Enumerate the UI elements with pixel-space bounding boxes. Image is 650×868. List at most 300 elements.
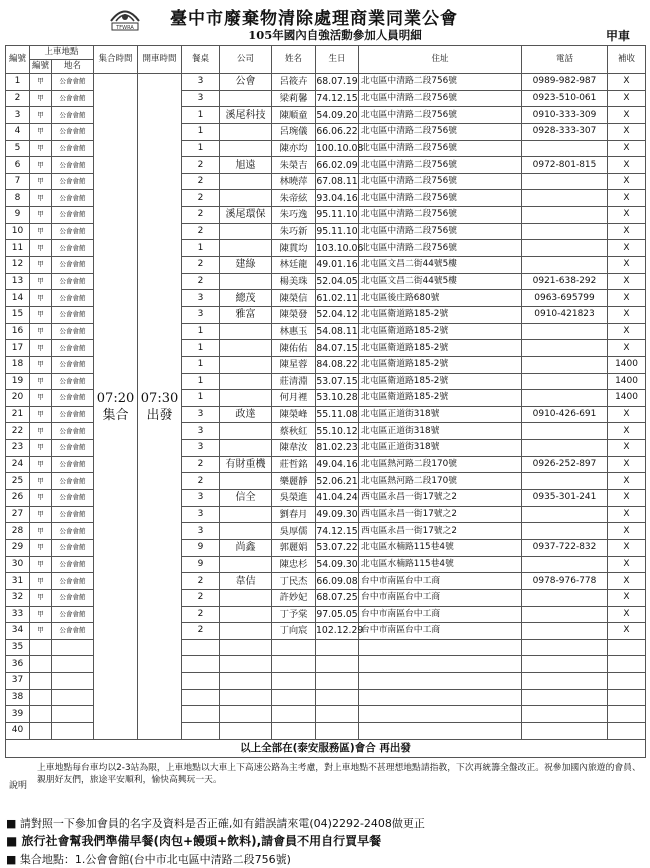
cell-name: 陳佑佑 — [272, 340, 316, 357]
cell-company — [220, 173, 272, 190]
cell-boarding-place: 公會會館 — [52, 406, 94, 423]
cell-boarding-place: 公會會館 — [52, 190, 94, 207]
col-boarding-place: 地名 — [52, 60, 94, 74]
cell-boarding-place: 公會會館 — [52, 490, 94, 507]
cell-no: 22 — [6, 423, 30, 440]
cell-name: 蔡秋紅 — [272, 423, 316, 440]
cell-address: 北屯區中清路二段756號 — [359, 140, 522, 157]
cell-meal: 2 — [182, 473, 220, 490]
cell-no: 2 — [6, 90, 30, 107]
cell-meal: 2 — [182, 173, 220, 190]
cell-company — [220, 689, 272, 706]
cell-meal: 3 — [182, 306, 220, 323]
cell-name — [272, 656, 316, 673]
cell-no: 7 — [6, 173, 30, 190]
cell-dob — [316, 639, 359, 656]
cell-boarding-place: 公會會館 — [52, 207, 94, 224]
cell-name: 楊美珠 — [272, 273, 316, 290]
cell-boarding-code — [30, 639, 52, 656]
cell-insurance: X — [608, 589, 646, 606]
cell-no: 15 — [6, 306, 30, 323]
cell-meal — [182, 639, 220, 656]
cell-name: 林惠玉 — [272, 323, 316, 340]
cell-company — [220, 639, 272, 656]
cell-boarding-place: 公會會館 — [52, 456, 94, 473]
cell-dob: 53.07.15 — [316, 373, 359, 390]
cell-dob: 81.02.23 — [316, 440, 359, 457]
cell-dob — [316, 673, 359, 690]
cell-no: 30 — [6, 556, 30, 573]
cell-meal: 3 — [182, 290, 220, 307]
cell-no: 12 — [6, 257, 30, 274]
cell-boarding-place: 公會會館 — [52, 257, 94, 274]
cell-company — [220, 223, 272, 240]
cell-no: 26 — [6, 490, 30, 507]
cell-name: 何月裡 — [272, 390, 316, 407]
depart-time-cell — [138, 74, 182, 740]
cell-dob: 66.02.09 — [316, 157, 359, 174]
cell-dob — [316, 656, 359, 673]
cell-boarding-code: 甲 — [30, 556, 52, 573]
cell-meal: 2 — [182, 190, 220, 207]
cell-company — [220, 356, 272, 373]
cell-meal: 3 — [182, 440, 220, 457]
cell-name: 莊哲銘 — [272, 456, 316, 473]
cell-name: 樂麗靜 — [272, 473, 316, 490]
cell-insurance: X — [608, 140, 646, 157]
cell-company: 公會 — [220, 74, 272, 91]
cell-boarding-code: 甲 — [30, 173, 52, 190]
cell-boarding-code: 甲 — [30, 290, 52, 307]
cell-meal: 2 — [182, 606, 220, 623]
cell-boarding-code — [30, 656, 52, 673]
cell-company: 政達 — [220, 406, 272, 423]
cell-meal: 1 — [182, 373, 220, 390]
cell-company — [220, 589, 272, 606]
cell-no: 6 — [6, 157, 30, 174]
cell-meal: 1 — [182, 356, 220, 373]
cell-dob: 55.11.08 — [316, 406, 359, 423]
cell-dob: 67.08.11 — [316, 173, 359, 190]
cell-meal: 1 — [182, 123, 220, 140]
cell-company — [220, 323, 272, 340]
cell-company: 建綠 — [220, 257, 272, 274]
cell-company: 旭遠 — [220, 157, 272, 174]
cell-name: 陳亦均 — [272, 140, 316, 157]
cell-boarding-code: 甲 — [30, 273, 52, 290]
cell-boarding-code: 甲 — [30, 573, 52, 590]
cell-address: 北屯區中清路二段756號 — [359, 123, 522, 140]
cell-phone — [522, 190, 608, 207]
table-footer: 以上全部在(泰安服務區)會合 再出發 — [6, 740, 646, 758]
cell-boarding-code: 甲 — [30, 323, 52, 340]
cell-name: 朱巧逸 — [272, 207, 316, 224]
cell-boarding-code: 甲 — [30, 589, 52, 606]
cell-insurance: X — [608, 539, 646, 556]
col-meal: 餐桌 — [182, 46, 220, 74]
cell-boarding-code: 甲 — [30, 140, 52, 157]
cell-meal: 2 — [182, 257, 220, 274]
cell-boarding-place: 公會會館 — [52, 589, 94, 606]
cell-company — [220, 390, 272, 407]
cell-no: 24 — [6, 456, 30, 473]
col-gather-time: 集合時間 — [94, 46, 138, 74]
col-dob: 生日 — [316, 46, 359, 74]
cell-dob: 68.07.19 — [316, 74, 359, 91]
cell-insurance: X — [608, 490, 646, 507]
cell-address: 北屯區正道街318號 — [359, 406, 522, 423]
cell-boarding-code: 甲 — [30, 207, 52, 224]
logo-text: TFWRA — [116, 25, 134, 31]
cell-phone: 0921-638-292 — [522, 273, 608, 290]
cell-insurance: X — [608, 623, 646, 640]
breakfast-line: ■ 旅行社會幫我們準備早餐(肉包+饅頭+飲料),請會員不用自行買早餐 — [6, 834, 382, 848]
cell-dob: 53.10.28 — [316, 390, 359, 407]
cell-no: 39 — [6, 706, 30, 723]
cell-phone — [522, 523, 608, 540]
notes-text: 上車地點每台車均以2-3站為限，上車地點以大車上下高速公路為主考慮，對上車地點不甚理想地點請指教，下次再統籌全盤改正。祝參加國內旅遊的會員、親朋好友們，旅途平安順利，愉快高興玩一天。 — [37, 763, 641, 785]
cell-boarding-place — [52, 656, 94, 673]
cell-insurance: 1400 — [608, 373, 646, 390]
cell-boarding-code: 甲 — [30, 523, 52, 540]
cell-boarding-code — [30, 689, 52, 706]
cell-company — [220, 473, 272, 490]
cell-phone — [522, 356, 608, 373]
cell-no: 10 — [6, 223, 30, 240]
cell-address: 北屯區衛道路185-2號 — [359, 390, 522, 407]
cell-no: 25 — [6, 473, 30, 490]
cell-dob — [316, 722, 359, 739]
cell-phone: 0935-301-241 — [522, 490, 608, 507]
cell-no: 4 — [6, 123, 30, 140]
col-insurance: 補收 — [608, 46, 646, 74]
cell-name: 陳忠杉 — [272, 556, 316, 573]
cell-meal: 2 — [182, 573, 220, 590]
cell-phone — [522, 423, 608, 440]
cell-boarding-place: 公會會館 — [52, 539, 94, 556]
cell-phone: 0923-510-061 — [522, 90, 608, 107]
cell-boarding-code: 甲 — [30, 456, 52, 473]
cell-phone — [522, 556, 608, 573]
cell-dob: 54.09.30 — [316, 556, 359, 573]
cell-name: 莊清淵 — [272, 373, 316, 390]
cell-phone: 0910-333-309 — [522, 107, 608, 124]
cell-boarding-code: 甲 — [30, 223, 52, 240]
cell-dob: 103.10.06 — [316, 240, 359, 257]
cell-phone — [522, 623, 608, 640]
cell-address: 北屯區熱河路二段170號 — [359, 473, 522, 490]
cell-company — [220, 656, 272, 673]
cell-boarding-code: 甲 — [30, 157, 52, 174]
cell-address: 北屯區水楠路115巷4號 — [359, 556, 522, 573]
cell-dob — [316, 706, 359, 723]
cell-insurance: X — [608, 223, 646, 240]
cell-name: 林廷龍 — [272, 257, 316, 274]
cell-phone — [522, 606, 608, 623]
cell-name: 呂琬儀 — [272, 123, 316, 140]
cell-no: 28 — [6, 523, 30, 540]
cell-insurance: X — [608, 506, 646, 523]
cell-no: 31 — [6, 573, 30, 590]
cell-company — [220, 722, 272, 739]
cell-phone — [522, 173, 608, 190]
cell-address: 北屯區衛道路185-2號 — [359, 306, 522, 323]
cell-name: 陳貫均 — [272, 240, 316, 257]
col-depart-time: 開車時間 — [138, 46, 182, 74]
cell-address: 台中市南區台中工商 — [359, 589, 522, 606]
cell-insurance: X — [608, 606, 646, 623]
cell-phone — [522, 207, 608, 224]
col-boarding: 上車地點 — [30, 46, 94, 60]
cell-address: 北屯區衛道路185-2號 — [359, 323, 522, 340]
cell-dob: 66.06.22 — [316, 123, 359, 140]
cell-name — [272, 689, 316, 706]
cell-address: 北屯區正道街318號 — [359, 440, 522, 457]
cell-boarding-code: 甲 — [30, 356, 52, 373]
cell-boarding-code: 甲 — [30, 190, 52, 207]
cell-dob: 49.01.16 — [316, 257, 359, 274]
cell-company — [220, 90, 272, 107]
cell-dob: 74.12.15 — [316, 523, 359, 540]
cell-meal: 1 — [182, 140, 220, 157]
cell-boarding-code: 甲 — [30, 539, 52, 556]
table-body — [6, 74, 646, 740]
cell-phone — [522, 373, 608, 390]
cell-boarding-place: 公會會館 — [52, 373, 94, 390]
cell-phone — [522, 689, 608, 706]
cell-insurance: 1400 — [608, 390, 646, 407]
cell-no: 3 — [6, 107, 30, 124]
cell-address: 北屯區中清路二段756號 — [359, 90, 522, 107]
cell-name — [272, 673, 316, 690]
cell-dob: 95.11.10 — [316, 223, 359, 240]
cell-dob: 54.09.20 — [316, 107, 359, 124]
cell-insurance: X — [608, 190, 646, 207]
bus-label: 甲車 — [606, 29, 631, 43]
cell-no: 18 — [6, 356, 30, 373]
cell-boarding-place: 公會會館 — [52, 506, 94, 523]
cell-name: 梁莉馨 — [272, 90, 316, 107]
cell-insurance: X — [608, 323, 646, 340]
cell-boarding-code: 甲 — [30, 257, 52, 274]
cell-insurance: X — [608, 440, 646, 457]
cell-meal: 2 — [182, 456, 220, 473]
cell-company: 信全 — [220, 490, 272, 507]
cell-phone: 0978-976-778 — [522, 573, 608, 590]
cell-insurance — [608, 673, 646, 690]
cell-phone: 0926-252-897 — [522, 456, 608, 473]
cell-company: 韋佶 — [220, 573, 272, 590]
cell-meal — [182, 689, 220, 706]
cell-company — [220, 506, 272, 523]
cell-boarding-code: 甲 — [30, 373, 52, 390]
cell-company — [220, 606, 272, 623]
cell-company — [220, 273, 272, 290]
cell-phone — [522, 257, 608, 274]
cell-phone: 0910-421823 — [522, 306, 608, 323]
cell-phone — [522, 706, 608, 723]
cell-name: 丁予棠 — [272, 606, 316, 623]
cell-insurance: X — [608, 173, 646, 190]
cell-address: 北屯區文昌二街44號5樓 — [359, 273, 522, 290]
cell-insurance: X — [608, 107, 646, 124]
cell-no: 32 — [6, 589, 30, 606]
cell-boarding-code: 甲 — [30, 340, 52, 357]
cell-insurance: X — [608, 406, 646, 423]
cell-name: 陳韋汝 — [272, 440, 316, 457]
cell-address — [359, 656, 522, 673]
cell-no: 5 — [6, 140, 30, 157]
cell-name: 郭麗娟 — [272, 539, 316, 556]
gather-time-cell — [94, 74, 138, 740]
cell-boarding-place: 公會會館 — [52, 290, 94, 307]
cell-dob: 49.04.16 — [316, 456, 359, 473]
cell-address: 北屯區中清路二段756號 — [359, 207, 522, 224]
cell-insurance: X — [608, 290, 646, 307]
cell-name — [272, 722, 316, 739]
cell-meal: 1 — [182, 240, 220, 257]
cell-address: 北屯區衛道路185-2號 — [359, 340, 522, 357]
cell-insurance: X — [608, 207, 646, 224]
cell-insurance: X — [608, 257, 646, 274]
depart-label: 出發 — [146, 407, 173, 423]
cell-name: 陳榮峰 — [272, 406, 316, 423]
cell-no: 13 — [6, 273, 30, 290]
cell-boarding-place: 公會會館 — [52, 306, 94, 323]
cell-name: 朱帝絃 — [272, 190, 316, 207]
cell-insurance: X — [608, 573, 646, 590]
cell-boarding-place: 公會會館 — [52, 273, 94, 290]
cell-name: 劉春月 — [272, 506, 316, 523]
cell-company — [220, 240, 272, 257]
cell-boarding-place: 公會會館 — [52, 340, 94, 357]
cell-phone: 0989-982-987 — [522, 74, 608, 91]
cell-meal: 3 — [182, 506, 220, 523]
cell-meal: 3 — [182, 523, 220, 540]
cell-boarding-place: 公會會館 — [52, 473, 94, 490]
col-no: 編號 — [6, 46, 30, 74]
cell-phone: 0963-695799 — [522, 290, 608, 307]
document-header — [0, 0, 650, 46]
cell-name — [272, 639, 316, 656]
col-name: 姓名 — [272, 46, 316, 74]
cell-boarding-place: 公會會館 — [52, 223, 94, 240]
cell-meal: 3 — [182, 423, 220, 440]
cell-phone: 0928-333-307 — [522, 123, 608, 140]
cell-meal: 3 — [182, 74, 220, 91]
cell-name: 陳榮信 — [272, 290, 316, 307]
cell-no: 36 — [6, 656, 30, 673]
cell-address: 北屯區正道街318號 — [359, 423, 522, 440]
cell-company: 尚鑫 — [220, 539, 272, 556]
cell-boarding-place: 公會會館 — [52, 123, 94, 140]
cell-meal: 1 — [182, 340, 220, 357]
cell-meal: 1 — [182, 390, 220, 407]
cell-address: 北屯區中清路二段756號 — [359, 74, 522, 91]
cell-boarding-place: 公會會館 — [52, 74, 94, 91]
cell-insurance: X — [608, 306, 646, 323]
cell-meal: 2 — [182, 273, 220, 290]
page-subtitle: 105年國內自強活動參加人員明細 — [248, 28, 422, 42]
cell-insurance — [608, 639, 646, 656]
cell-phone — [522, 223, 608, 240]
cell-meal — [182, 706, 220, 723]
cell-boarding-place: 公會會館 — [52, 90, 94, 107]
cell-no: 34 — [6, 623, 30, 640]
cell-address: 北屯區中清路二段756號 — [359, 223, 522, 240]
participant-table — [5, 45, 646, 758]
cell-dob: 84.08.22 — [316, 356, 359, 373]
cell-boarding-code: 甲 — [30, 506, 52, 523]
cell-boarding-place: 公會會館 — [52, 107, 94, 124]
cell-phone — [522, 639, 608, 656]
association-logo-icon — [108, 4, 142, 34]
cell-dob: 84.07.15 — [316, 340, 359, 357]
cell-insurance: X — [608, 240, 646, 257]
cell-name: 朱巧新 — [272, 223, 316, 240]
cell-company — [220, 423, 272, 440]
cell-dob: 93.04.16 — [316, 190, 359, 207]
cell-boarding-place: 公會會館 — [52, 356, 94, 373]
cell-boarding-place: 公會會館 — [52, 423, 94, 440]
cell-insurance: X — [608, 123, 646, 140]
cell-phone — [522, 506, 608, 523]
cell-boarding-place: 公會會館 — [52, 440, 94, 457]
cell-no: 27 — [6, 506, 30, 523]
depart-time: 07:30 — [140, 390, 179, 406]
cell-boarding-place: 公會會館 — [52, 157, 94, 174]
cell-meal: 1 — [182, 107, 220, 124]
cell-address — [359, 639, 522, 656]
cell-address: 北屯區中清路二段756號 — [359, 173, 522, 190]
cell-boarding-code: 甲 — [30, 240, 52, 257]
cell-boarding-place: 公會會館 — [52, 390, 94, 407]
cell-address — [359, 689, 522, 706]
cell-dob: 100.10.08 — [316, 140, 359, 157]
cell-insurance: X — [608, 157, 646, 174]
cell-address — [359, 673, 522, 690]
cell-no: 35 — [6, 639, 30, 656]
notes-label: 說明 — [9, 781, 28, 791]
cell-address: 北屯區中清路二段756號 — [359, 107, 522, 124]
cell-dob: 95.11.10 — [316, 207, 359, 224]
cell-address: 北屯區中清路二段756號 — [359, 190, 522, 207]
cell-meal: 2 — [182, 589, 220, 606]
cell-no: 16 — [6, 323, 30, 340]
cell-phone: 0937-722-832 — [522, 539, 608, 556]
cell-no: 21 — [6, 406, 30, 423]
cell-company — [220, 140, 272, 157]
cell-boarding-code: 甲 — [30, 390, 52, 407]
cell-dob: 49.09.30 — [316, 506, 359, 523]
cell-company — [220, 706, 272, 723]
cell-no: 17 — [6, 340, 30, 357]
cell-address: 北屯區熱河路二段170號 — [359, 456, 522, 473]
cell-name: 陳順童 — [272, 107, 316, 124]
page-title: 臺中市廢棄物清除處理商業同業公會 — [170, 9, 458, 29]
cell-meal: 1 — [182, 323, 220, 340]
cell-meal: 3 — [182, 490, 220, 507]
cell-insurance — [608, 689, 646, 706]
cell-boarding-code: 甲 — [30, 107, 52, 124]
table-footer-row — [6, 740, 646, 758]
cell-phone — [522, 323, 608, 340]
cell-insurance: X — [608, 423, 646, 440]
cell-insurance — [608, 706, 646, 723]
cell-address: 北屯區衛道路185-2號 — [359, 373, 522, 390]
cell-boarding-code: 甲 — [30, 423, 52, 440]
cell-company — [220, 123, 272, 140]
